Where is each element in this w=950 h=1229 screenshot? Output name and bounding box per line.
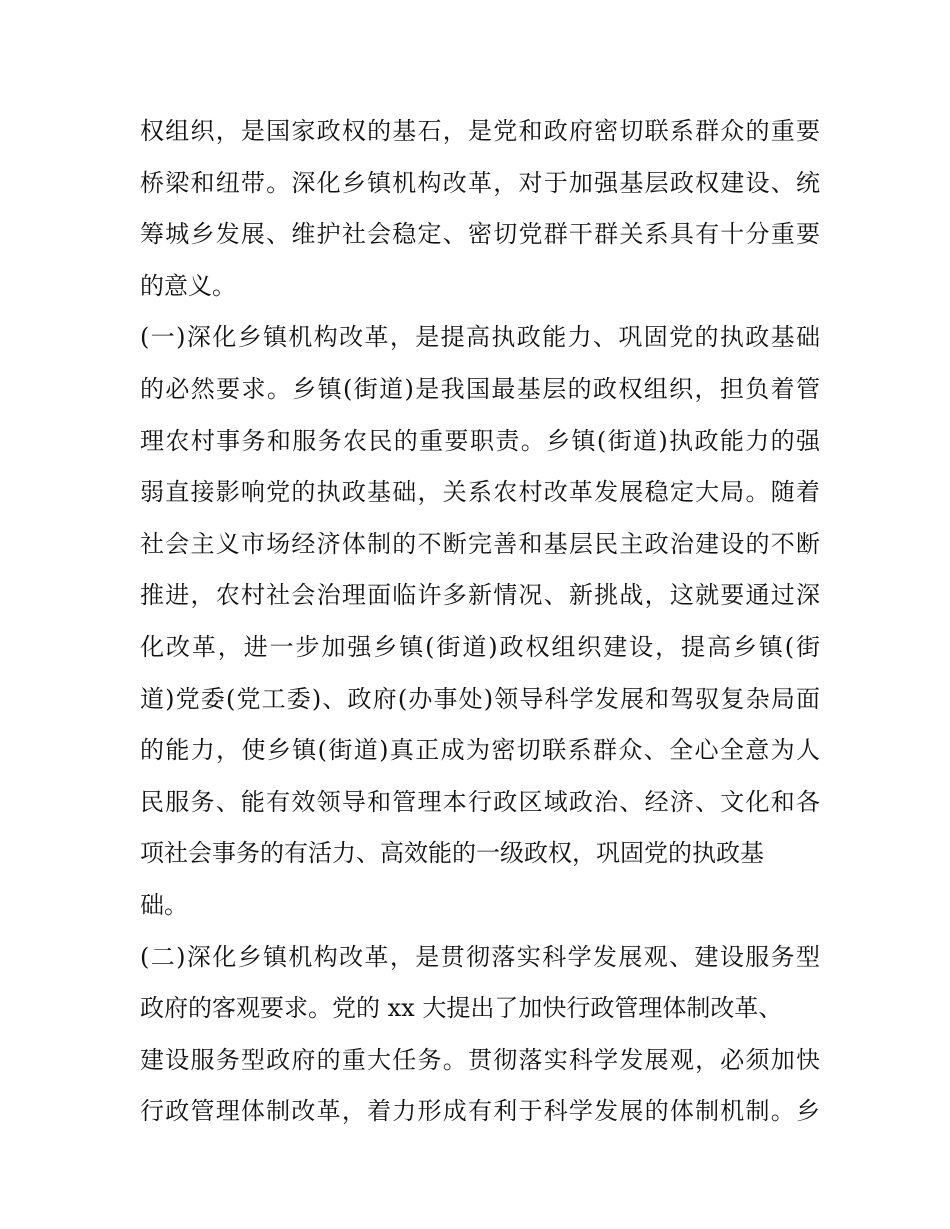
text-line: 弱直接影响党的执政基础，关系农村改革发展稳定大局。随着 (140, 478, 820, 507)
text-line: 础。 (140, 890, 188, 919)
text-line: 社会主义市场经济体制的不断完善和基层民主政治建设的不断 (140, 529, 820, 558)
text-line: 的必然要求。乡镇(街道)是我国最基层的政权组织，担负着管 (140, 374, 820, 403)
text-line: 的能力，使乡镇(街道)真正成为密切联系群众、全心全意为人 (140, 736, 820, 765)
text-line: 行政管理体制改革，着力形成有利于科学发展的体制机制。乡 (140, 1097, 820, 1126)
text-line: 理农村事务和服务农民的重要职责。乡镇(街道)执政能力的强 (140, 426, 820, 455)
text-line: 推进，农村社会治理面临许多新情况、新挑战，这就要通过深 (140, 581, 820, 610)
text-line: 权组织，是国家政权的基石，是党和政府密切联系群众的重要 (140, 117, 820, 145)
text-line: 筹城乡发展、维护社会稳定、密切党群干群关系具有十分重要 (140, 220, 820, 249)
text-line: 桥梁和纽带。深化乡镇机构改革，对于加强基层政权建设、统 (140, 168, 820, 197)
document-body (140, 106, 820, 1138)
text-line: 化改革，进一步加强乡镇(街道)政权组织建设，提高乡镇(街 (140, 632, 820, 661)
text-line: (一)深化乡镇机构改革，是提高执政能力、巩固党的执政基础 (140, 323, 820, 352)
text-line: (二)深化乡镇机构改革，是贯彻落实科学发展观、建设服务型 (140, 942, 820, 971)
text-line: 民服务、能有效领导和管理本行政区域政治、经济、文化和各 (140, 787, 820, 816)
text-line: 政府的客观要求。党的 xx 大提出了加快行政管理体制改革、 (140, 994, 783, 1023)
text-line: 建设服务型政府的重大任务。贯彻落实科学发展观，必须加快 (140, 1045, 820, 1074)
text-line: 的意义。 (140, 271, 236, 300)
text-line: 项社会事务的有活力、高效能的一级政权，巩固党的执政基 (140, 839, 764, 868)
text-line: 道)党委(党工委)、政府(办事处)领导科学发展和驾驭复杂局面 (140, 684, 820, 713)
